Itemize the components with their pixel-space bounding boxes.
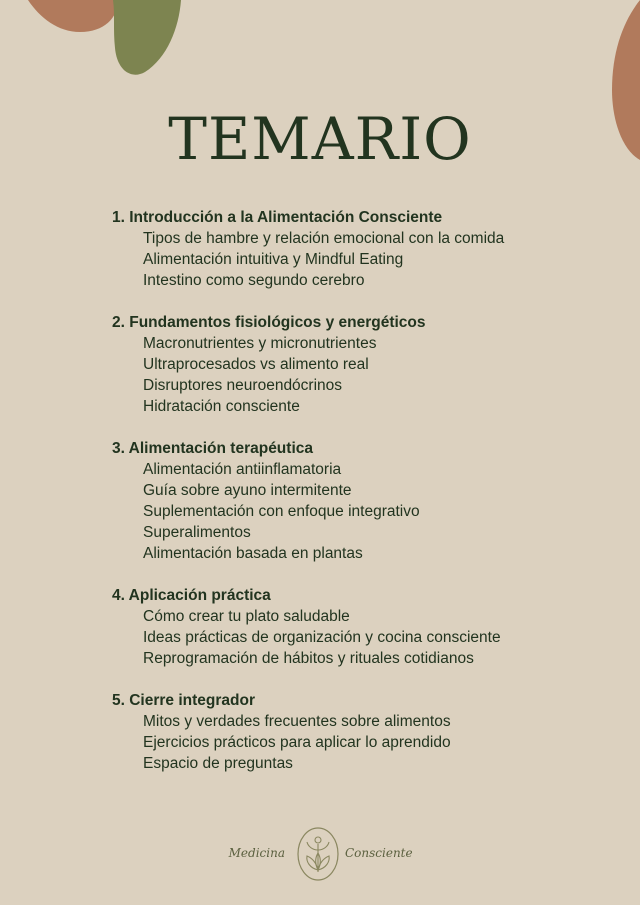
- section-5: [112, 690, 632, 774]
- brand-name-right: Consciente: [345, 846, 413, 860]
- list-item: Hidratación consciente: [143, 398, 300, 415]
- section-heading: 2. Fundamentos fisiológicos y energéticos: [112, 314, 426, 331]
- list-item: Reprogramación de hábitos y rituales cotidianos: [143, 650, 474, 667]
- list-item: Guía sobre ayuno intermitente: [143, 482, 352, 499]
- section-heading: 4. Aplicación práctica: [112, 587, 271, 604]
- list-item: Cómo crear tu plato saludable: [143, 608, 350, 625]
- list-item: Tipos de hambre y relación emocional con la comida: [143, 230, 505, 247]
- list-item: Alimentación basada en plantas: [143, 545, 363, 562]
- syllabus-list: [112, 207, 632, 795]
- list-item: Superalimentos: [143, 524, 251, 541]
- brand-footer: [0, 822, 640, 884]
- list-item: Ideas prácticas de organización y cocina consciente: [143, 629, 501, 646]
- list-item: Intestino como segundo cerebro: [143, 272, 365, 289]
- list-item: Ultraprocesados vs alimento real: [143, 356, 369, 373]
- section-4: [112, 585, 632, 669]
- list-item: Macronutrientes y micronutrientes: [143, 335, 377, 352]
- page-title: TEMARIO: [168, 105, 472, 173]
- olive-blob-top: [105, 0, 185, 80]
- list-item: Suplementación con enfoque integrativo: [143, 503, 420, 520]
- list-item: Mitos y verdades frecuentes sobre alimentos: [143, 713, 451, 730]
- brand-name-left: Medicina: [228, 846, 285, 860]
- list-item: Alimentación antiinflamatoria: [143, 461, 342, 478]
- list-item: Alimentación intuitiva y Mindful Eating: [143, 251, 404, 268]
- list-item: Ejercicios prácticos para aplicar lo aprendido: [143, 734, 451, 751]
- section-3: [112, 438, 632, 564]
- section-2: [112, 312, 632, 417]
- section-heading: 1. Introducción a la Alimentación Consciente: [112, 209, 443, 226]
- section-1: [112, 207, 632, 291]
- lotus-emblem-icon: [295, 826, 341, 882]
- section-heading: 5. Cierre integrador: [112, 692, 255, 709]
- section-heading: 3. Alimentación terapéutica: [112, 440, 313, 457]
- list-item: Disruptores neuroendócrinos: [143, 377, 343, 394]
- list-item: Espacio de preguntas: [143, 755, 293, 772]
